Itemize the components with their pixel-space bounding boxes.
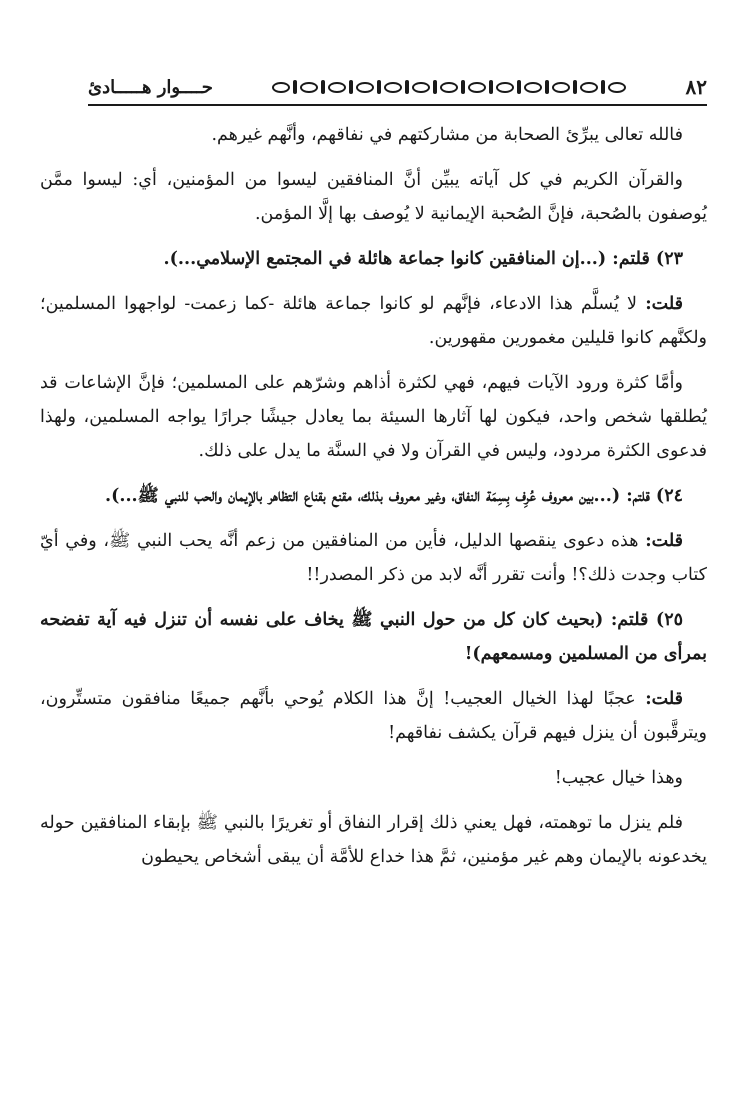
paragraph: فالله تعالى يبرِّئ الصحابة من مشاركتهم في نفاقهم، وأنَّهم غيرهم. — [211, 125, 683, 145]
page-header — [88, 70, 707, 106]
paragraph: والقرآن الكريم في كل آياته يبيِّن أنَّ المنافقين ليسوا من المؤمنين، أي: ليسوا ممَّن يُوصفون بالصُحبة، فإنَّ الصُحبة الإيمانية لا يُوصف بها إلَّا المؤمن. — [40, 170, 707, 224]
page-body — [40, 118, 707, 885]
answer-lead: قلت: — [645, 531, 683, 551]
question-paragraph: ٢٥) قلتم: (بحيث كان كل من حول النبي ﷺ يخاف على نفسه أن تنزل فيه آية تفضحه بمرأى من المسلمين ومسمعهم)! — [40, 610, 707, 664]
paragraph: وهذا خيال عجيب! — [554, 768, 683, 788]
page-number: ٨٢ — [685, 75, 707, 99]
answer-lead: قلت: — [645, 294, 683, 314]
answer-paragraph: قلت: هذه دعوى ينقصها الدليل، فأين من المنافقين من زعم أنَّه يحب النبي ﷺ، وفي أيّ كتاب وجدت ذلك؟! وأنت تقرر أنَّه لابد من ذكر المصدر!! — [40, 531, 707, 585]
book-title: حــــوار هـــــادئ — [88, 76, 213, 98]
question-paragraph: ٢٣) قلتم: (...إن المنافقين كانوا جماعة هائلة في المجتمع الإسلامي...). — [163, 249, 683, 269]
question-paragraph: ٢٤) قلتم: (...بين معروف عُرِف بِسِمَة النفاق، وغير معروف بذلك، مقنع بقناع التظاهر بالإيمان والحب للنبي ﷺ...). — [104, 486, 683, 506]
header-ornament — [223, 77, 676, 97]
answer-paragraph: قلت: عجبًا لهذا الخيال العجيب! إنَّ هذا الكلام يُوحي بأنَّهم جميعًا منافقون متستِّرون، ويترقَّبون أن ينزل فيهم قرآن يكشف نفاقهم! — [40, 689, 707, 743]
paragraph: وأمَّا كثرة ورود الآيات فيهم، فهي لكثرة أذاهم وشرّهم على المسلمين؛ فإنَّ الإشاعات قد يُطلقها شخص واحد، فيكون لها آثارها السيئة بما يعادل جيشًا جرارًا يواجه المسلمين، ولهذا فدعوى الكثرة مردود، وليس في القرآن ولا في السنَّة ما يدل على ذلك. — [40, 373, 707, 461]
paragraph: فلم ينزل ما توهمته، فهل يعني ذلك إقرار النفاق أو تغريرًا بالنبي ﷺ بإبقاء المنافقين حوله يخدعونه بالإيمان وهم غير مؤمنين، ثمَّ هذا خداع للأمَّة أن يبقى أشخاص يحيطون — [40, 813, 707, 867]
answer-paragraph: قلت: لا يُسلَّم هذا الادعاء، فإنَّهم لو كانوا جماعة هائلة -كما زعمت- لواجهوا المسلمين؛ ولكنَّهم كانوا قليلين مغمورين مقهورين. — [40, 294, 707, 348]
answer-lead: قلت: — [645, 689, 683, 709]
